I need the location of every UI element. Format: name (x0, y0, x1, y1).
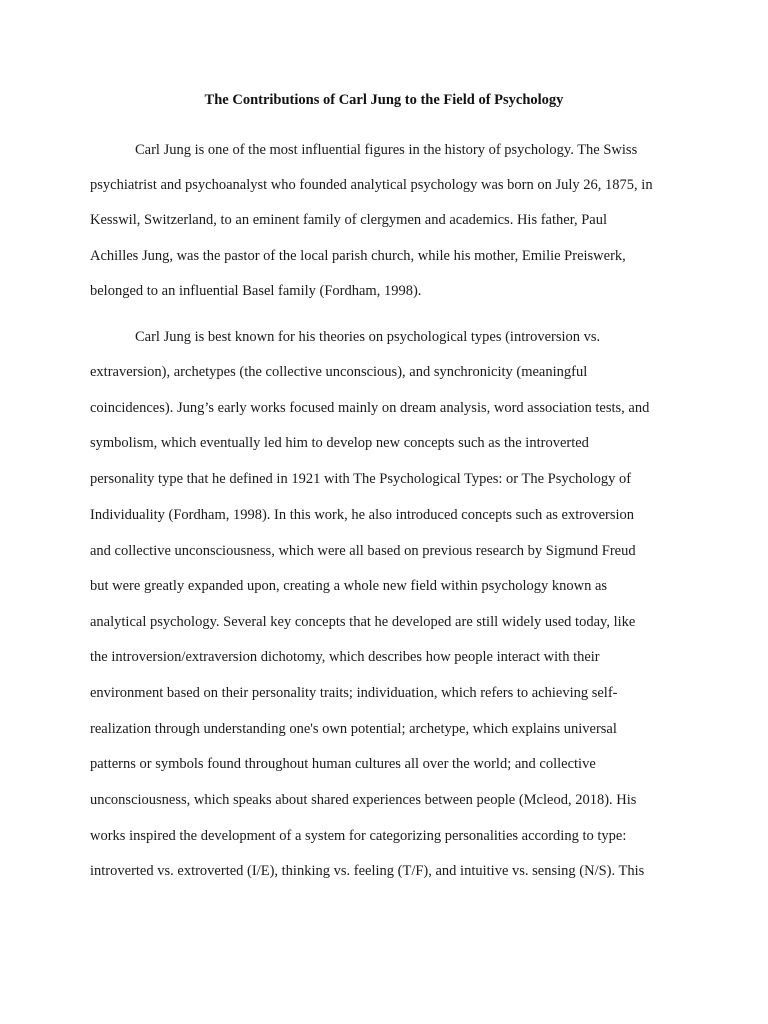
paragraph-line: coincidences). Jung’s early works focused mainly on dream analysis, word association tests, and (90, 400, 650, 416)
paragraph-line: extraversion), archetypes (the collective unconscious), and synchronicity (meaningful (90, 364, 588, 380)
paragraph-line: realization through understanding one's own potential; archetype, which explains universal (90, 721, 617, 737)
paragraph-line: belonged to an influential Basel family (Fordham, 1998). (90, 283, 422, 299)
paragraph-line: the introversion/extraversion dichotomy, which describes how people interact with their (90, 649, 600, 665)
paragraph-line: symbolism, which eventually led him to develop new concepts such as the introverted (90, 435, 589, 451)
paragraph-line: patterns or symbols found throughout human cultures all over the world; and collective (90, 756, 596, 772)
paragraph-line: Individuality (Fordham, 1998). In this work, he also introduced concepts such as extroversion (90, 507, 635, 523)
paragraph-line: works inspired the development of a system for categorizing personalities according to type: (90, 828, 627, 844)
paragraph-line: Carl Jung is best known for his theories on psychological types (introversion vs. (135, 329, 601, 345)
document-title: The Contributions of Carl Jung to the Field of Psychology (204, 92, 564, 108)
paragraph-line: personality type that he defined in 1921 with The Psychological Types: or The Psychology of (90, 471, 632, 487)
paragraph-line: Achilles Jung, was the pastor of the local parish church, while his mother, Emilie Preiswerk, (90, 248, 626, 264)
paragraph-line: introverted vs. extroverted (I/E), thinking vs. feeling (T/F), and intuitive vs. sensing (N/S). This (90, 863, 645, 879)
paragraph-line: Kesswil, Switzerland, to an eminent family of clergymen and academics. His father, Paul (90, 212, 607, 228)
paragraph-line: unconsciousness, which speaks about shared experiences between people (Mcleod, 2018). His (90, 792, 637, 808)
paragraph-line: psychiatrist and psychoanalyst who founded analytical psychology was born on July 26, 1875, in (90, 177, 653, 193)
paragraph-line: Carl Jung is one of the most influential figures in the history of psychology. The Swiss (135, 142, 638, 158)
paragraph-line: but were greatly expanded upon, creating a whole new field within psychology known as (90, 578, 608, 594)
paragraph-line: analytical psychology. Several key concepts that he developed are still widely used today, like (90, 614, 636, 630)
paragraph-line: and collective unconsciousness, which were all based on previous research by Sigmund Freud (90, 543, 636, 559)
paragraph-line: environment based on their personality traits; individuation, which refers to achieving self- (90, 685, 618, 701)
